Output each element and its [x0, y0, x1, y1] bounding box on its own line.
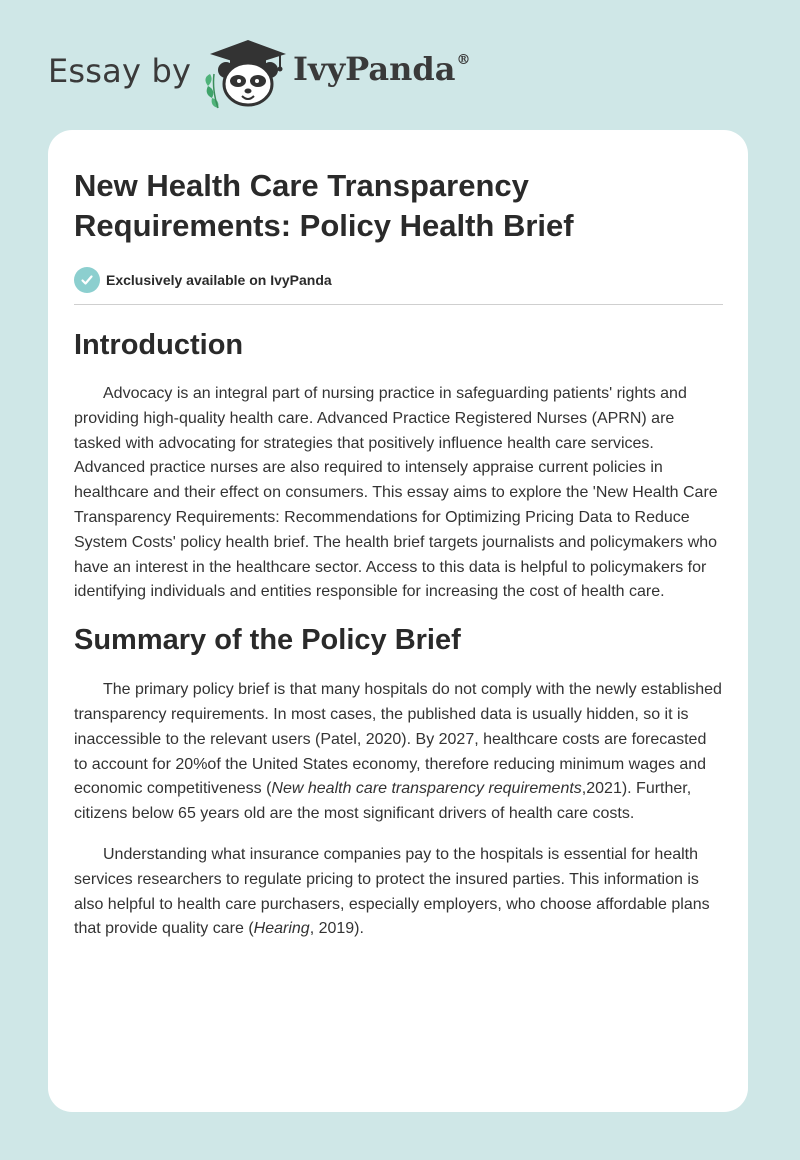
ivypanda-logo-icon[interactable]: [200, 34, 296, 110]
section-heading-summary: Summary of the Policy Brief: [74, 624, 461, 657]
paragraph: [74, 382, 723, 605]
paragraph-text: Understanding what insurance companies pay to the hospitals is essential for health services researchers to regulate pricing to protect the insured parties. This information is also helpful to health care purchasers, especially employers, who choose affordable plans that provide quality care (: [74, 845, 710, 938]
paragraph-text: , 2019).: [309, 920, 364, 938]
divider: [74, 304, 723, 305]
brand-name[interactable]: IvyPanda®: [293, 50, 471, 88]
site-header: [48, 34, 568, 114]
section-heading-introduction: Introduction: [74, 329, 244, 361]
exclusive-text: Exclusively available on IvyPanda: [106, 272, 332, 288]
essay-by-label: Essay by: [48, 52, 192, 90]
essay-title: New Health Care Transparency Requirements: Policy Health Brief: [74, 168, 574, 243]
exclusive-badge: [74, 266, 723, 294]
paragraph-text: The primary policy brief is that many hospitals do not comply with the newly established transparency requirements. In most cases, the published data is usually hidden, so it is inaccessible to the relevant users (Patel, 2020). By 2027, healthcare costs are forecasted to account for 20%of the United States economy, therefore reducing minimum wages and economic competitiveness (: [74, 681, 722, 798]
paragraph: [74, 843, 723, 942]
paragraph-text: Advocacy is an integral part of nursing practice in safeguarding patients' rights and providing high-quality health care. Advanced Practice Registered Nurses (APRN) are tasked with advocating for strategies that positively influence health care services. Advanced practice nurses are also required to intensely appraise current policies in healthcare and their effect on consumers. This essay aims to explore the 'New Health Care Transparency Requirements: Recommendations for Optimizing Pricing Data to Reduce System Costs' policy health brief. The health brief targets journalists and policymakers who have an interest in the healthcare sector. Access to this data is helpful to policymakers for identifying individuals and entities responsible for increasing the cost of health care.: [74, 385, 718, 601]
essay-card: [48, 130, 748, 1112]
checkmark-icon: [74, 267, 100, 293]
paragraph-text: ,2021). Further, citizens below 65 years old are the most significant drivers of health care costs.: [74, 780, 692, 823]
citation-italic: New health care transparency requirements: [271, 780, 582, 798]
registered-mark: ®: [456, 52, 471, 69]
paragraph: [74, 678, 723, 827]
citation-italic: Hearing: [253, 920, 310, 938]
